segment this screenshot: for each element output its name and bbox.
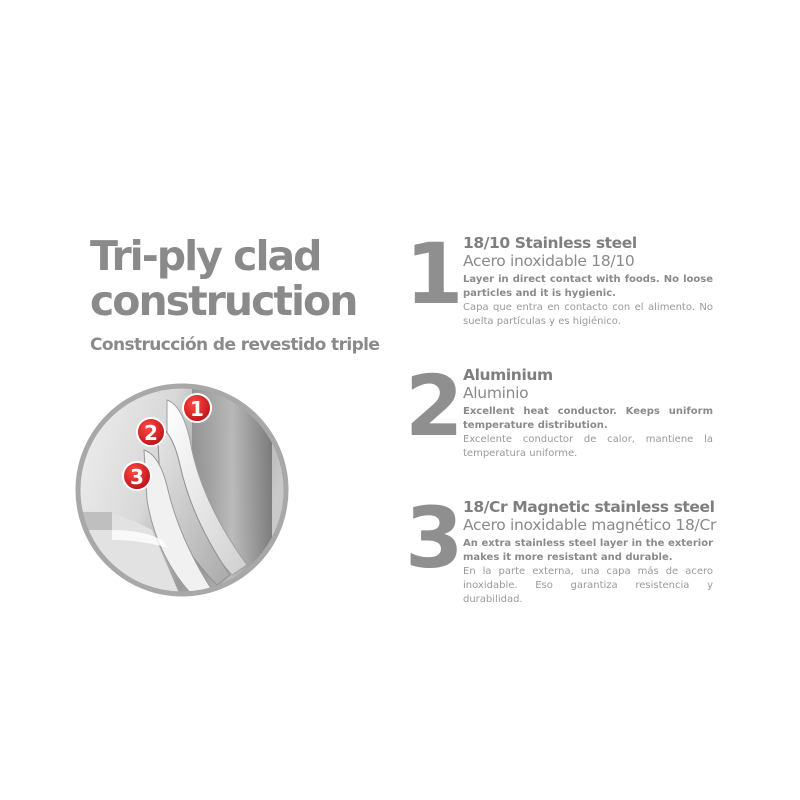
title-line-2: construction	[90, 277, 357, 325]
cladding-illustration	[72, 380, 292, 600]
layer-desc-en: Excellent heat conductor. Keeps uniform temperature distribution.	[463, 406, 713, 431]
layer-number: 1	[405, 225, 461, 323]
layer-title-es: Acero inoxidable magnético 18/Cr	[463, 516, 717, 534]
layer-title-en: 18/Cr Magnetic stainless steel	[463, 498, 715, 516]
title-line-1: Tri-ply clad	[90, 232, 321, 280]
layer-number: 2	[405, 357, 461, 455]
layer-desc-es: Excelente conductor de calor, mantiene la temperatura uniforme.	[463, 434, 713, 459]
badge-2	[137, 418, 165, 446]
badge-1	[183, 394, 211, 422]
layer-title-es: Aluminio	[463, 384, 529, 402]
badge-3	[123, 462, 151, 490]
page-subtitle: Construcción de revestido triple	[90, 335, 380, 355]
layer-desc-es: En la parte externa, una capa más de acero inoxidable. Eso garantiza resistencia y durabilidad.	[463, 566, 713, 605]
layer-title-en: Aluminium	[463, 366, 553, 384]
layer-number: 3	[405, 489, 461, 587]
badge-1-label: 1	[190, 397, 204, 421]
page-title	[90, 234, 390, 324]
layer-title-en: 18/10 Stainless steel	[463, 234, 637, 252]
layer-desc-es: Capa que entra en contacto con el alimento. No suelta partículas y es higiénico.	[463, 302, 713, 327]
badge-3-label: 3	[130, 465, 144, 489]
layer-desc-en: An extra stainless steel layer in the exterior makes it more resistant and durable.	[463, 538, 713, 563]
layer-desc-en: Layer in direct contact with foods. No loose particles and it is hygienic.	[463, 274, 713, 299]
layer-title-es: Acero inoxidable 18/10	[463, 252, 635, 270]
badge-2-label: 2	[144, 421, 158, 445]
